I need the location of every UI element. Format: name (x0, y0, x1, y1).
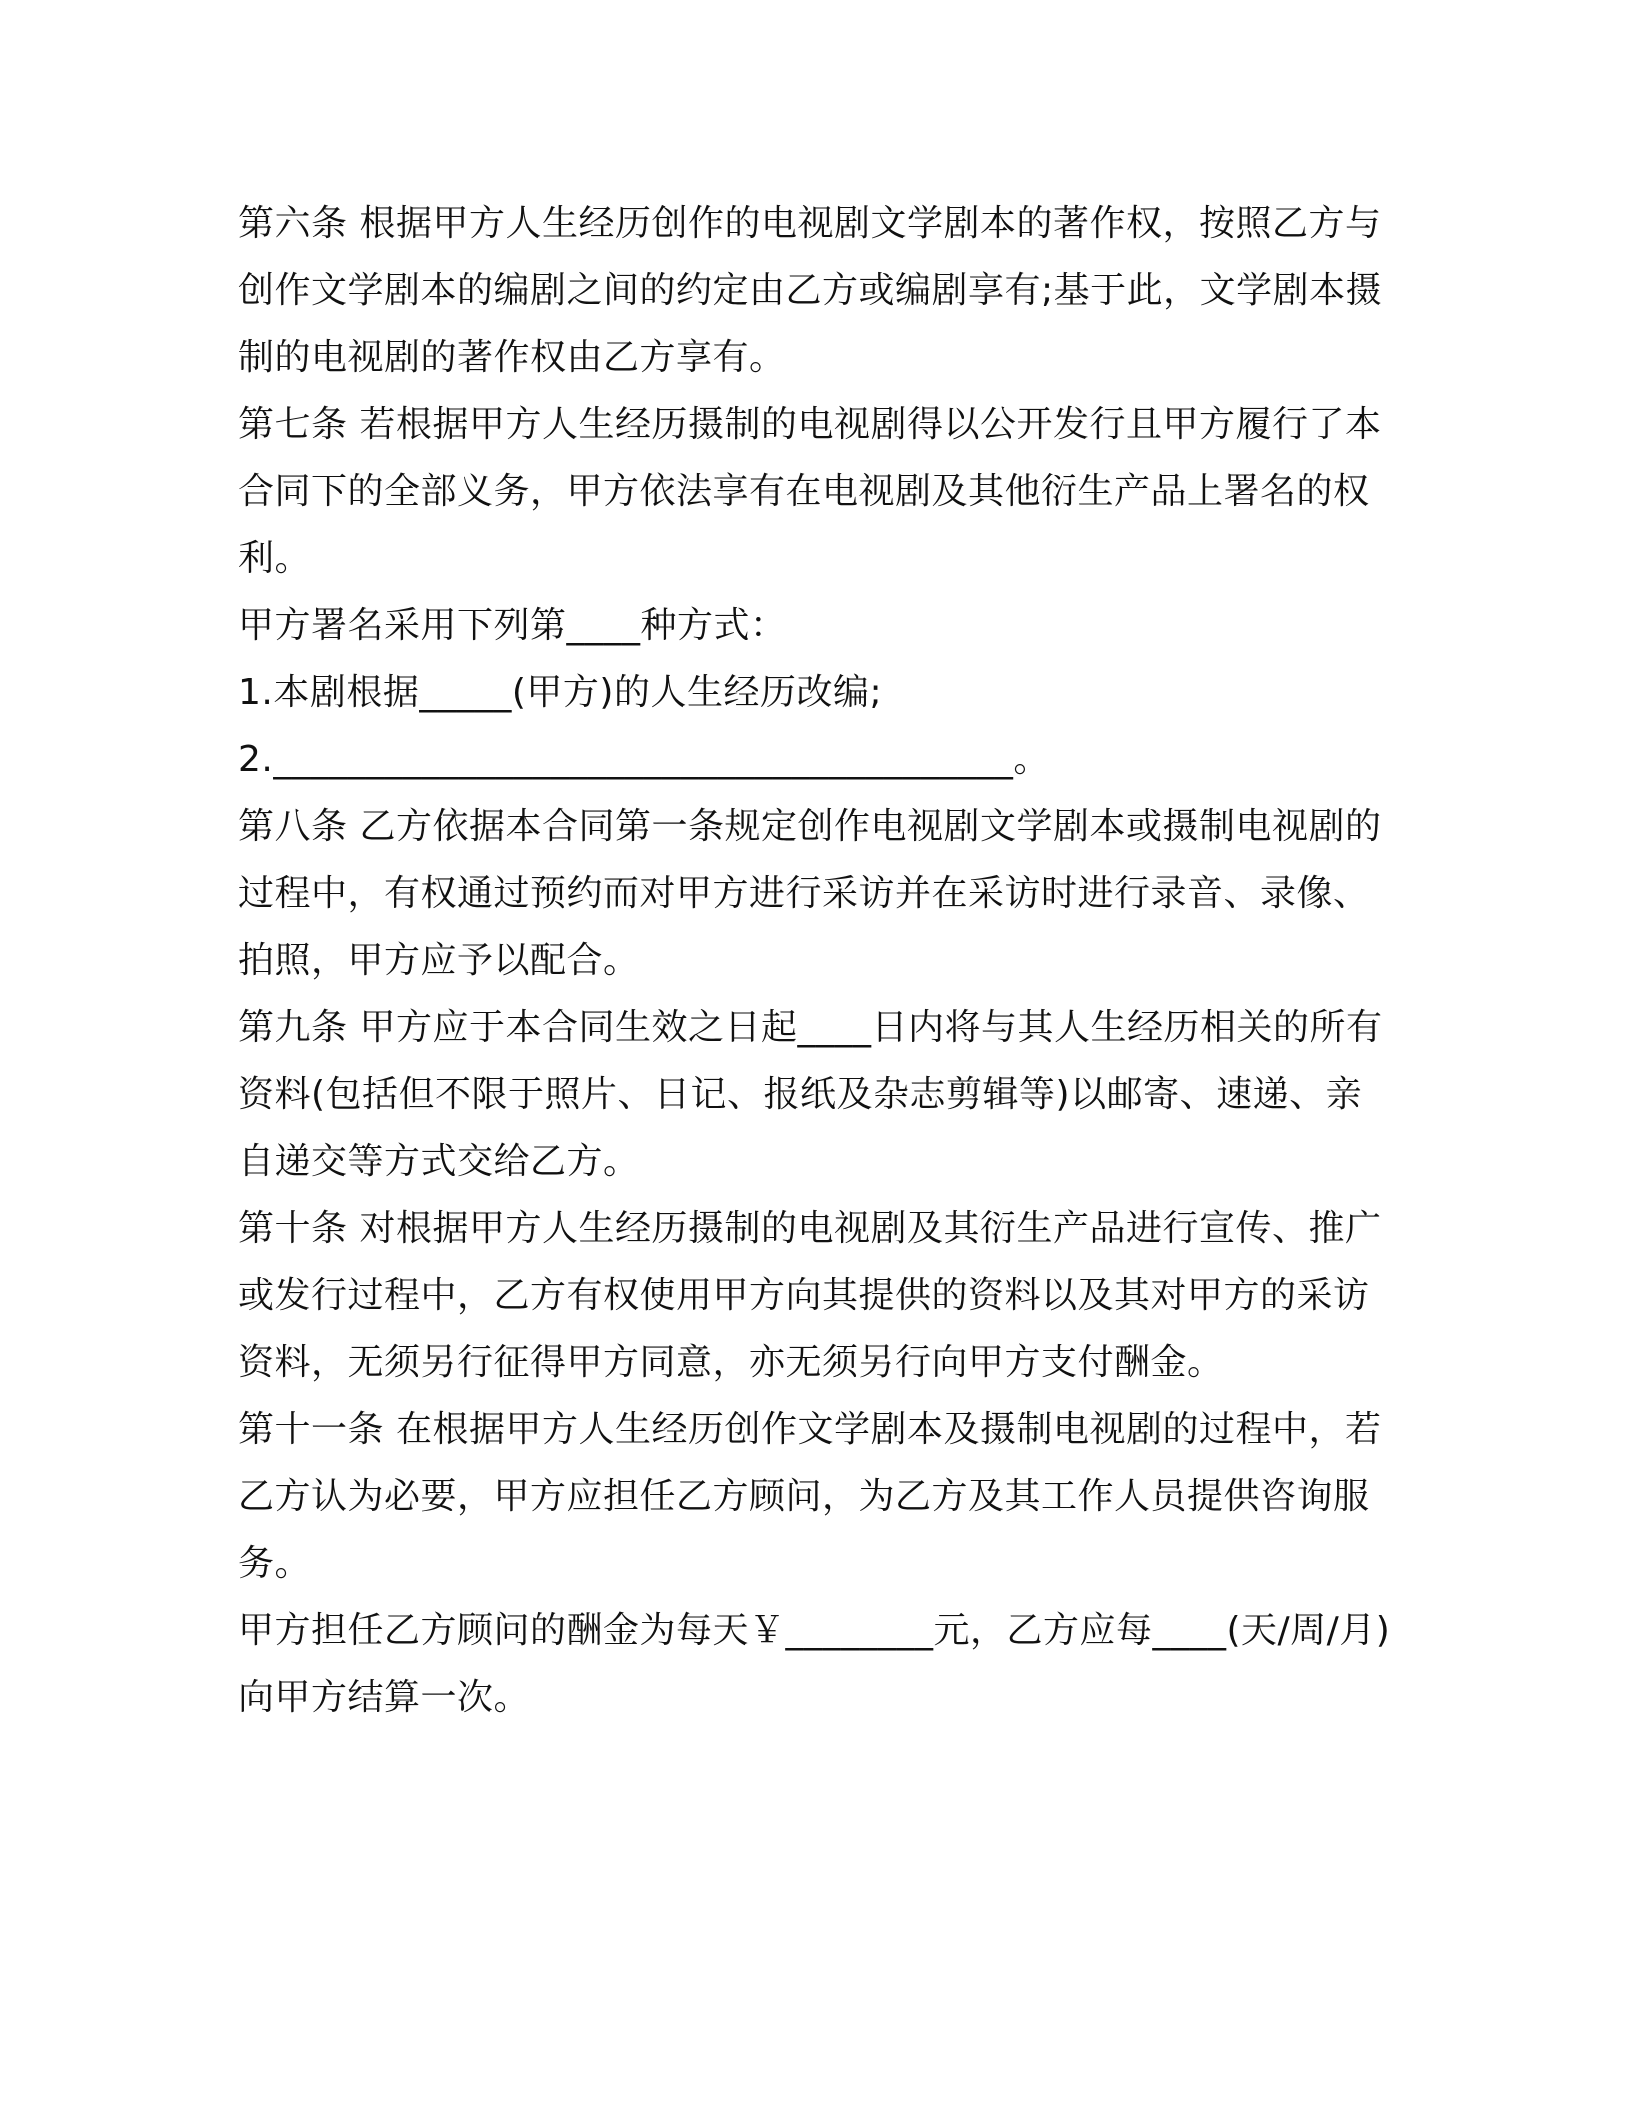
signature-method-paragraph: 甲方署名采用下列第____种方式： (238, 605, 787, 646)
signature-option-1: 1.本剧根据_____(甲方)的人生经历改编; (238, 672, 883, 713)
signature-option-2: 2.________________________________________。 (238, 739, 1050, 780)
article-11-paragraph: 第十一条 在根据甲方人生经历创作文学剧本及摄制电视剧的过程中，若乙方认为必要，甲方应担任乙方顾问，为乙方及其工作人员提供咨询服务。 (238, 1409, 1382, 1584)
article-8-paragraph: 第八条 乙方依据本合同第一条规定创作电视剧文学剧本或摄制电视剧的过程中，有权通过预约而对甲方进行采访并在采访时进行录音、录像、拍照，甲方应予以配合。 (238, 806, 1382, 981)
article-6-paragraph: 第六条 根据甲方人生经历创作的电视剧文学剧本的著作权，按照乙方与创作文学剧本的编剧之间的约定由乙方或编剧享有;基于此，文学剧本摄制的电视剧的著作权由乙方享有。 (238, 203, 1383, 378)
document-body (238, 190, 1398, 1731)
article-7-paragraph: 第七条 若根据甲方人生经历摄制的电视剧得以公开发行且甲方履行了本合同下的全部义务，甲方依法享有在电视剧及其他衍生产品上署名的权利。 (238, 404, 1382, 579)
consultant-fee-paragraph: 甲方担任乙方顾问的酬金为每天￥________元，乙方应每____(天/周/月)向甲方结算一次。 (238, 1610, 1391, 1718)
article-9-paragraph: 第九条 甲方应于本合同生效之日起____日内将与其人生经历相关的所有资料(包括但不限于照片、日记、报纸及杂志剪辑等)以邮寄、速递、亲自递交等方式交给乙方。 (238, 1007, 1383, 1182)
article-10-paragraph: 第十条 对根据甲方人生经历摄制的电视剧及其衍生产品进行宣传、推广或发行过程中，乙方有权使用甲方向其提供的资料以及其对甲方的采访资料，无须另行征得甲方同意，亦无须另行向甲方支付酬金。 (238, 1208, 1382, 1383)
